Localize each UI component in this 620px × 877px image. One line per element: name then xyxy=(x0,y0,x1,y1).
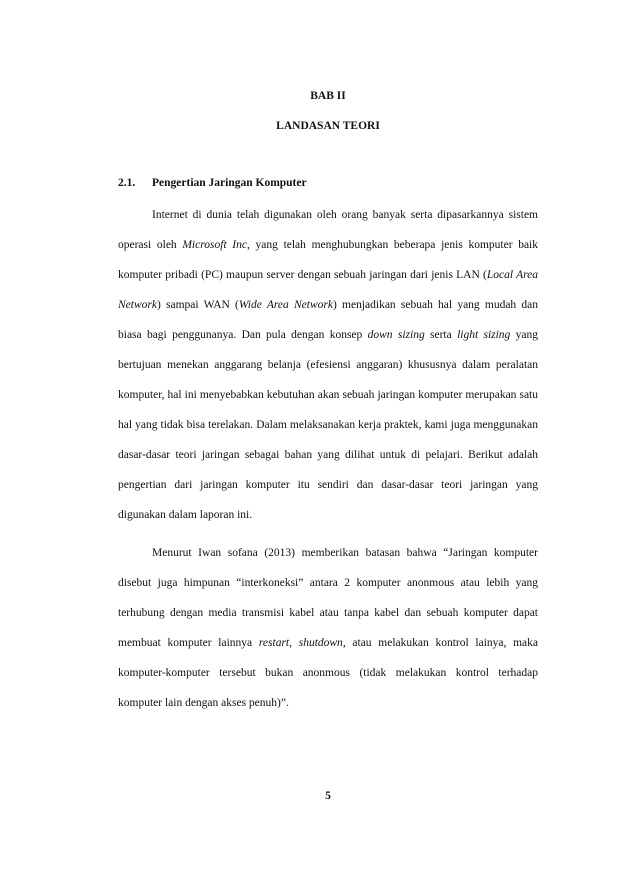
page-number: 5 xyxy=(325,790,331,802)
italic-term: light sizing xyxy=(457,329,511,341)
text-run: Menurut Iwan sofana (2013) memberikan batasan bahwa “Jaringan komputer disebut juga himpunan “interkoneksi” antara 2 komputer anonmous atau lebih yang terhubung dengan media transmisi kabel atau tanpa kabel dan sebuah komputer dapat membuat komputer lainnya xyxy=(118,547,538,649)
italic-term: Microsoft Inc xyxy=(182,239,247,251)
text-run: serta xyxy=(424,329,458,341)
text-run: ) menjadikan sebuah hal yang mudah dan biasa bagi penggunanya. Dan pula dengan konsep xyxy=(118,299,539,341)
text-run: , atau melakukan kontrol lainya, maka komputer-komputer tersebut bukan anonmous (tidak melakukan kontrol terhadap komputer lain dengan akses penuh)”. xyxy=(118,637,538,709)
section-title: Pengertian Jaringan Komputer xyxy=(152,177,307,189)
italic-term: down sizing xyxy=(367,329,425,341)
section-heading xyxy=(118,177,307,189)
text-run: ) sampai WAN ( xyxy=(156,299,239,311)
italic-term: shutdown xyxy=(298,637,343,649)
chapter-title: LANDASAN TEORI xyxy=(276,120,380,132)
section-number: 2.1. xyxy=(118,177,136,189)
text-run: yang bertujuan menekan anggarang belanja (efesiensi anggaran) khususnya dalam peralatan komputer, hal ini menyebabkan kebutuhan akan sebuah jaringan komputer merupakan satu hal yang tidak bisa terelakan. Dalam melaksanakan kerja praktek, kami juga menggunakan dasar-dasar teori jaringan sebagai bahan yang dilihat untuk di pelajari. Berikut adalah pengertian dari jaringan komputer itu sendiri dan dasar-dasar teori jaringan yang digunakan dalam laporan ini. xyxy=(118,329,538,521)
paragraph-definition xyxy=(118,538,538,718)
text-run: Internet di dunia telah digunakan oleh orang banyak serta dipasarkannya sistem operasi oleh xyxy=(118,209,538,251)
italic-term: Local Area Network xyxy=(118,269,538,311)
text-run: , xyxy=(289,637,299,649)
italic-term: restart xyxy=(258,637,290,649)
chapter-label: BAB II xyxy=(310,90,346,102)
italic-term: Wide Area Network xyxy=(238,299,333,311)
text-run: , yang telah menghubungkan beberapa jenis komputer baik komputer pribadi (PC) maupun server dengan sebuah jaringan dari jenis LAN ( xyxy=(118,239,538,281)
paragraph-internet xyxy=(118,200,538,530)
